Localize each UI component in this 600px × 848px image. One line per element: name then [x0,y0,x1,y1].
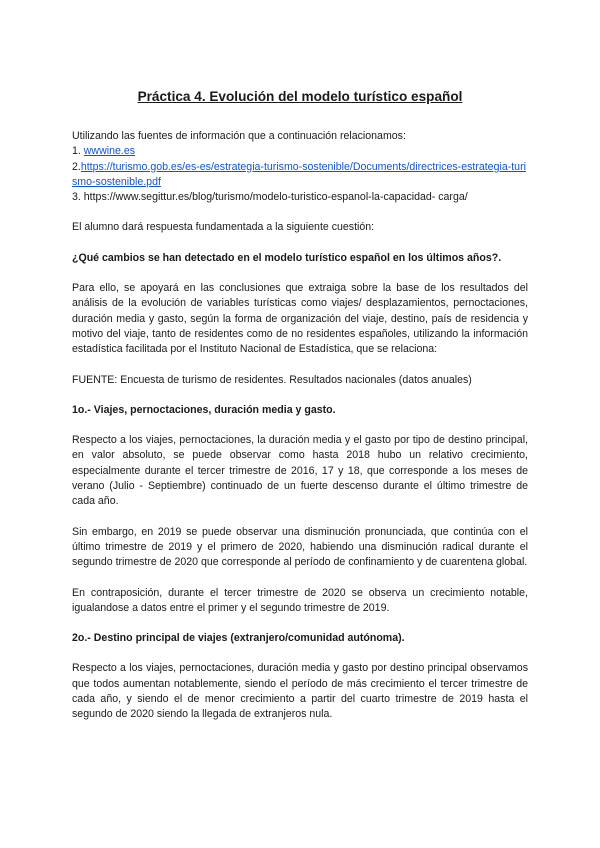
section-1-paragraph-3: En contraposición, durante el tercer trimestre de 2020 se observa un crecimiento notable, igualandose a datos entre el primer y el segundo trimestre de 2019. [72,586,528,614]
section-2-paragraph-1: Respecto a los viajes, pernoctaciones, duración media y gasto por destino principal observamos que todos aumentan notablemente, siendo el período de más crecimiento el tercer trimestre de cada año, y siendo el de menor crecimiento a partir del cuarto trimestre de 2019 hasta el segundo de 2020 siendo la llegada de extranjeros nula. [72,662,528,721]
page-title: Práctica 4. Evolución del modelo turístico español [137,89,463,104]
paragraph-method: Para ello, se apoyará en las conclusiones que extraiga sobre la base de los resultados del análisis de la evolución de variables turísticas como viajes/ desplazamientos, pernoctaciones, duración media y gasto, según la forma de organización del viaje, destino, país de residencia y motivo del viaje, tanto de residentes como de no residentes españoles, utilizando la información estadística facilitada por el Instituto Nacional de Estadística, que se relaciona: [72,282,528,356]
source-item-1 [72,144,528,159]
intro-text: Utilizando las fuentes de información que a continuación relacionamos: [72,130,406,142]
fuente-line: FUENTE: Encuesta de turismo de residentes. Resultados nacionales (datos anuales) [72,373,472,386]
source-link-turismo[interactable]: https://turismo.gob.es/es-es/estrategia-turismo-sostenible/Documents/directrices-estrategia-turismo-sostenible.pdf [72,160,526,188]
section-1-paragraph-1: Respecto a los viajes, pernoctaciones, la duración media y el gasto por tipo de destino principal, en valor absoluto, se puede observar como hasta 2018 hubo un relativo crecimiento, especialmente durante el tercer trimestre de 2016, 17 y 18, que corresponde a los meses de verano (Julio - Septiembre) continuado de un fuerte descenso durante el último trimestre de cada año. [72,434,528,508]
source-text-segittur: https://www.segittur.es/blog/turismo/modelo-turistico-espanol-la-capacidad- carga/ [83,191,468,204]
source-item-3 [72,190,528,205]
section-1-paragraph-2: Sin embargo, en 2019 se puede observar una disminución pronunciada, que continúa con el último trimestre de 2019 y el primero de 2020, habiendo una disminución radical durante el segundo trimestre de 2020 que corresponde al período de confinamiento y de cuarentena global. [72,525,528,569]
document-content [72,88,528,723]
source-link-ine[interactable]: wwwine.es [83,145,136,158]
source-number-3: 3. [72,191,84,204]
section-2-heading: 2o.- Destino principal de viajes (extranjero/comunidad autónoma). [72,632,405,645]
section-1-heading: 1o.- Viajes, pernoctaciones, duración media y gasto. [72,403,336,416]
source-number-1: 1. [72,145,84,158]
main-question: ¿Qué cambios se han detectado en el modelo turístico español en los últimos años?. [72,251,502,264]
source-item-2 [72,160,528,191]
student-instruction: El alumno dará respuesta fundamentada a la siguiente cuestión: [72,221,375,234]
source-number-2: 2. [72,160,81,173]
